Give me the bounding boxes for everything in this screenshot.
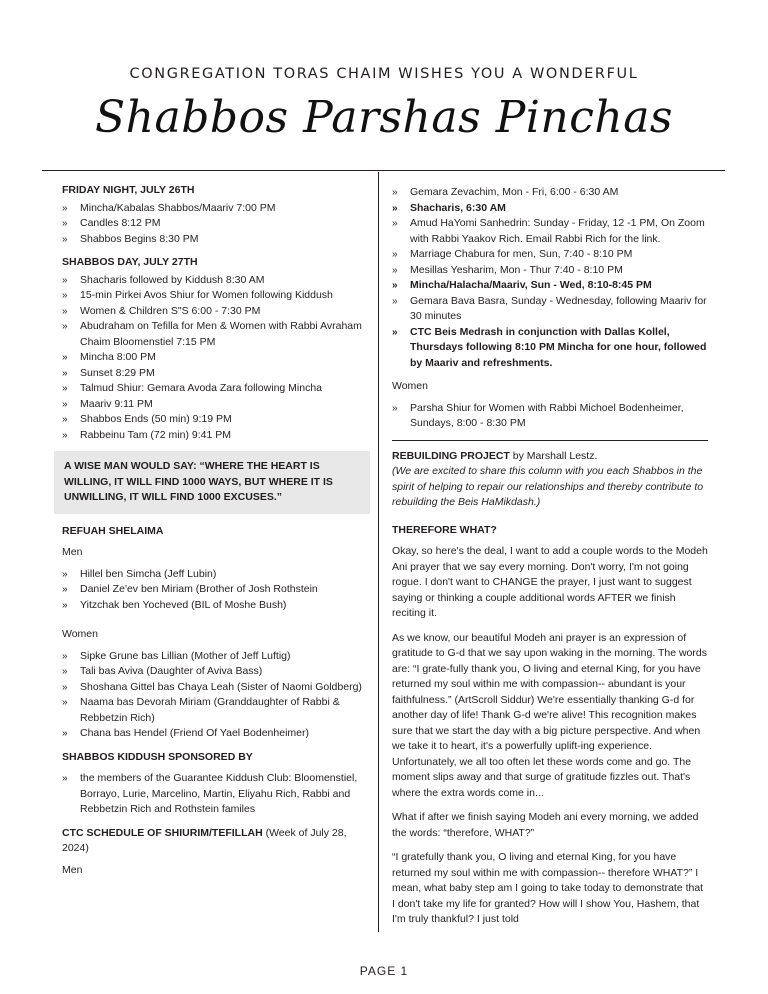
schedule-item: » Gemara Zevachim, Mon - Fri, 6:00 - 6:30 AM xyxy=(392,185,708,201)
schedule-women-label: Women xyxy=(392,380,428,392)
kiddush-section xyxy=(62,750,368,818)
shabbos-day-list xyxy=(62,273,368,444)
article-paragraph-4: “I gratefully thank you, O living and eternal King, for you have returned my soul within me with compassion-- therefore WHAT?” I mean, what baby step am I going to take today to demonstrate that I don't take my life for granted? How will I show You, Hashem, that I'm truly thankful? I just told xyxy=(392,851,704,925)
list-item: » Sunset 8:29 PM xyxy=(62,366,368,382)
men-schedule-list xyxy=(392,185,708,371)
friday-heading: FRIDAY NIGHT, JULY 26TH xyxy=(62,184,195,196)
refuah-women-list xyxy=(62,649,368,742)
rebuilding-section xyxy=(392,449,708,511)
header-title: Shabbos Parshas Pinchas xyxy=(94,92,674,143)
list-item: » 15-min Pirkei Avos Shiur for Women following Kiddush xyxy=(62,288,368,304)
schedule-item: » Gemara Bava Basra, Sunday - Wednesday, following Maariv for 30 minutes xyxy=(392,294,708,325)
list-item: » Mincha 8:00 PM xyxy=(62,350,368,366)
list-item: » Talmud Shiur: Gemara Avoda Zara following Mincha xyxy=(62,381,368,397)
refuah-heading: REFUAH SHELAIMA xyxy=(62,524,164,537)
left-column xyxy=(62,183,368,886)
list-item: » Women & Children S"S 6:00 - 7:30 PM xyxy=(62,304,368,320)
list-item: » Abudraham on Tefilla for Men & Women with Rabbi Avraham Chaim Bloomenstiel 7:15 PM xyxy=(62,319,368,350)
friday-section xyxy=(62,183,368,247)
schedule-heading-title: CTC SCHEDULE OF SHIURIM/TEFILLAH xyxy=(62,826,263,839)
article xyxy=(392,523,708,928)
list-item: » Tali bas Aviva (Daughter of Aviva Bass) xyxy=(62,664,368,680)
list-item: » Chana bas Hendel (Friend Of Yael Bodenheimer) xyxy=(62,726,368,742)
list-item: » Parsha Shiur for Women with Rabbi Michoel Bodenheimer, Sundays, 8:00 - 8:30 PM xyxy=(392,401,708,432)
list-item: » the members of the Guarantee Kiddush Club: Bloomenstiel, Borrayo, Lurie, Marcelino, Martin, Eliyahu Rich, Rabbi and Rebbetzin Rich and Rothstein familes xyxy=(62,771,368,818)
quote-box: A WISE MAN WOULD SAY: “WHERE THE HEART IS WILLING, IT WILL FIND 1000 WAYS, BUT WHERE IT IS UNWILLING, IT WILL FIND 1000 EXCUSES.” xyxy=(54,451,370,514)
article-paragraph-3: What if after we finish saying Modeh ani every morning, we added the words: “therefore, WHAT?” xyxy=(392,811,699,839)
article-heading: THEREFORE WHAT? xyxy=(392,523,497,536)
schedule-item: » Shacharis, 6:30 AM xyxy=(392,201,708,217)
schedule-heading-week: (Week of July 28, 2024) xyxy=(62,826,347,854)
list-item: » Hillel ben Simcha (Jeff Lubin) xyxy=(62,567,368,583)
schedule-item: » CTC Beis Medrash in conjunction with Dallas Kollel, Thursdays following 8:10 PM Mincha for one hour, followed by Maariv and refreshments. xyxy=(392,325,708,372)
kiddush-list xyxy=(62,771,368,818)
header-divider xyxy=(42,170,725,171)
list-item: » Maariv 9:11 PM xyxy=(62,397,368,413)
refuah-women-label: Women xyxy=(62,628,98,640)
kiddush-heading: SHABBOS KIDDUSH SPONSORED BY xyxy=(62,750,253,763)
page-number: PAGE 1 xyxy=(359,964,409,978)
right-column xyxy=(392,183,708,937)
list-item: » Shacharis followed by Kiddush 8:30 AM xyxy=(62,273,368,289)
schedule-item: » Mincha/Halacha/Maariv, Sun - Wed, 8:10-8:45 PM xyxy=(392,278,708,294)
article-paragraph-1: Okay, so here's the deal, I want to add a couple words to the Modeh Ani prayer that we say every morning. Don't worry, I'm not going rogue. I don't want to CHANGE the prayer, I just want to suggest saying or thinking a couple additional words AFTER we finish reciting it. xyxy=(392,545,708,619)
column-divider xyxy=(378,172,379,932)
schedule-men-label: Men xyxy=(62,863,83,876)
refuah-men-list xyxy=(62,567,368,614)
section-divider xyxy=(392,440,708,441)
schedule-item: » Mesillas Yesharim, Mon - Thur 7:40 - 8:10 PM xyxy=(392,263,708,279)
rebuilding-byline: by Marshall Lestz. xyxy=(509,449,598,462)
list-item: » Naama bas Devorah Miriam (Granddaughter of Rabbi & Rebbetzin Rich) xyxy=(62,695,368,726)
refuah-men-label: Men xyxy=(62,546,83,558)
list-item: » Mincha/Kabalas Shabbos/Maariv 7:00 PM xyxy=(62,201,368,217)
list-item: » Rabbeinu Tam (72 min) 9:41 PM xyxy=(62,428,368,444)
schedule-item: » Marriage Chabura for men, Sun, 7:40 - 8:10 PM xyxy=(392,247,708,263)
friday-list xyxy=(62,201,368,248)
list-item: » Shabbos Ends (50 min) 9:19 PM xyxy=(62,412,368,428)
rebuilding-heading: REBUILDING PROJECT xyxy=(392,449,510,462)
women-schedule-list xyxy=(392,401,708,432)
list-item: » Sipke Grune bas Lillian (Mother of Jeff Luftig) xyxy=(62,649,368,665)
schedule-item: » Amud HaYomi Sanhedrin: Sunday - Friday, 12 -1 PM, On Zoom with Rabbi Yaakov Rich. Email Rabbi Rich for the link. xyxy=(392,216,708,247)
header-tagline: CONGREGATION TORAS CHAIM WISHES YOU A WONDERFUL xyxy=(129,66,639,82)
rebuilding-intro: (We are excited to share this column with you each Shabbos in the spirit of helping to repair our relationships and thereby contribute to rebuilding the Beis HaMikdash.) xyxy=(392,465,704,508)
shabbos-day-heading: SHABBOS DAY, JULY 27TH xyxy=(62,256,198,268)
shabbos-day-section xyxy=(62,255,368,443)
list-item: » Shabbos Begins 8:30 PM xyxy=(62,232,368,248)
schedule-section xyxy=(62,826,368,879)
schedule-heading xyxy=(62,826,368,857)
list-item: » Yitzchak ben Yocheved (BIL of Moshe Bush) xyxy=(62,598,368,614)
refuah-section xyxy=(62,524,368,742)
list-item: » Candles 8:12 PM xyxy=(62,216,368,232)
list-item: » Shoshana Gittel bas Chaya Leah (Sister of Naomi Goldberg) xyxy=(62,680,368,696)
list-item: » Daniel Ze'ev ben Miriam (Brother of Josh Rothstein xyxy=(62,582,368,598)
article-paragraph-2: As we know, our beautiful Modeh ani prayer is an expression of gratitude to G-d that we say upon waking in the morning. The words are: “I grate-fully thank you, O living and eternal King, for you have returned my soul within me with compassion-- abundant is your faithfulness.” (ArtScroll Siddur) We're essentially thanking G-d for another day of life! Thank G-d we're alive! This recognition makes sure that we start the day with a big picture perspective. And when we take it to heart, it's a powerfully uplift-ing experience. Unfortunately, we all too often let these words come and go. The moment slips away and that surge of gratitude fizzles out. That's where the extra words come in... xyxy=(392,631,707,799)
